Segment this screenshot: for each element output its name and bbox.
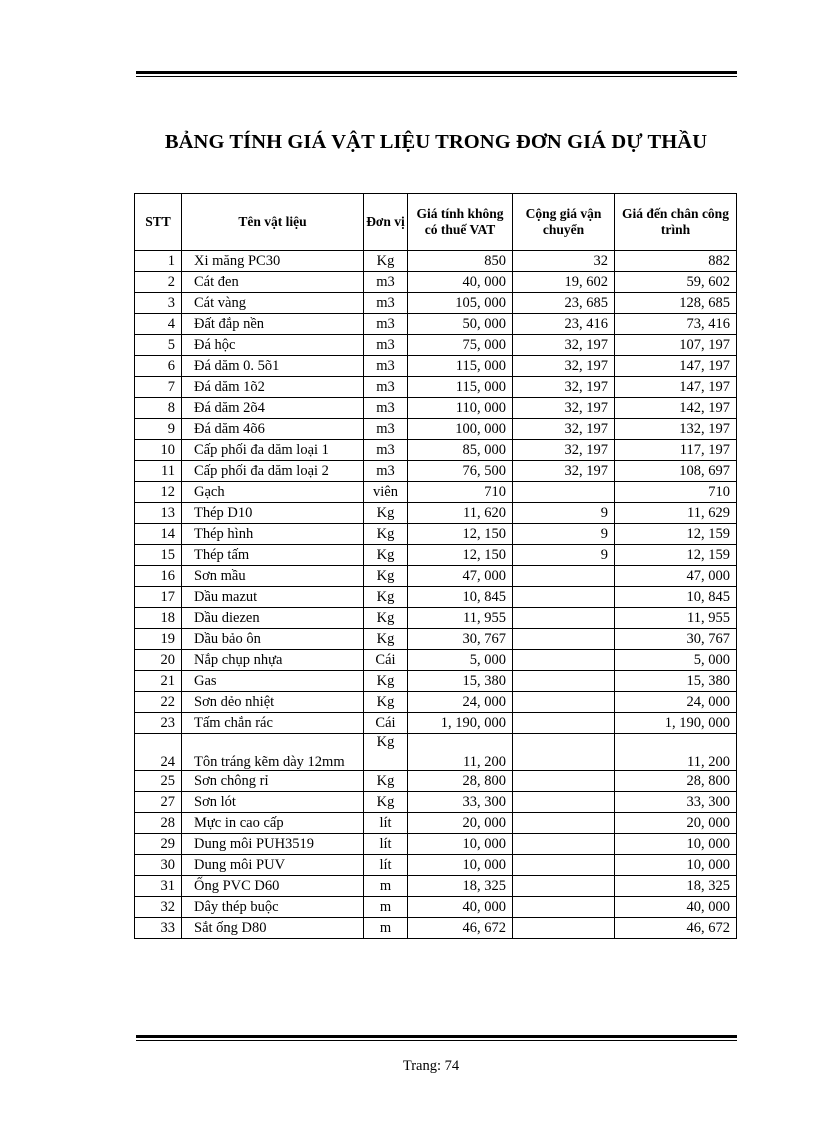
row-site-price: 107, 197: [615, 335, 737, 356]
row-site-price: 47, 000: [615, 566, 737, 587]
row-material-name: Dây thép buộc: [182, 897, 364, 918]
row-transport-cost: [513, 855, 615, 876]
row-price-excl-vat: 24, 000: [408, 692, 513, 713]
table-row: [135, 692, 737, 713]
row-site-price: 710: [615, 482, 737, 503]
header-price-excl-vat: Giá tính không có thuế VAT: [408, 194, 513, 251]
table-row: [135, 356, 737, 377]
row-stt: 20: [135, 650, 182, 671]
row-transport-cost: 32, 197: [513, 419, 615, 440]
row-material-name: Dung môi PUH3519: [182, 834, 364, 855]
page-title: BẢNG TÍNH GIÁ VẬT LIỆU TRONG ĐƠN GIÁ DỰ THẦU: [164, 131, 708, 153]
row-unit: m: [364, 876, 408, 897]
row-site-price: 10, 000: [615, 834, 737, 855]
row-material-name: Cát đen: [182, 272, 364, 293]
row-price-excl-vat: 100, 000: [408, 419, 513, 440]
row-site-price: 30, 767: [615, 629, 737, 650]
table-row: [135, 440, 737, 461]
row-unit: Kg: [364, 792, 408, 813]
row-price-excl-vat: 85, 000: [408, 440, 513, 461]
row-material-name: Sơn chông rỉ: [182, 771, 364, 792]
row-site-price: 18, 325: [615, 876, 737, 897]
row-site-price: 12, 159: [615, 524, 737, 545]
row-price-excl-vat: 10, 000: [408, 855, 513, 876]
row-site-price: 46, 672: [615, 918, 737, 939]
row-transport-cost: 32, 197: [513, 377, 615, 398]
row-unit: viên: [364, 482, 408, 503]
row-transport-cost: [513, 566, 615, 587]
row-unit: m: [364, 897, 408, 918]
row-transport-cost: 23, 416: [513, 314, 615, 335]
row-unit: Kg: [364, 734, 408, 771]
table-row: [135, 293, 737, 314]
row-stt: 5: [135, 335, 182, 356]
row-price-excl-vat: 75, 000: [408, 335, 513, 356]
row-unit: Kg: [364, 566, 408, 587]
row-material-name: Dầu bảo ôn: [182, 629, 364, 650]
row-price-excl-vat: 30, 767: [408, 629, 513, 650]
bottom-divider: [136, 1035, 737, 1041]
row-price-excl-vat: 10, 845: [408, 587, 513, 608]
row-site-price: 882: [615, 251, 737, 272]
row-material-name: Thép D10: [182, 503, 364, 524]
row-transport-cost: 32, 197: [513, 398, 615, 419]
row-material-name: Dầu diezen: [182, 608, 364, 629]
row-material-name: Đá dăm 0. 5õ1: [182, 356, 364, 377]
row-material-name: Sơn lót: [182, 792, 364, 813]
table-row: [135, 876, 737, 897]
row-material-name: Đá hộc: [182, 335, 364, 356]
row-site-price: 147, 197: [615, 377, 737, 398]
row-material-name: Đất đắp nền: [182, 314, 364, 335]
row-stt: 30: [135, 855, 182, 876]
row-unit: Kg: [364, 608, 408, 629]
row-unit: m3: [364, 335, 408, 356]
row-transport-cost: 32, 197: [513, 461, 615, 482]
row-transport-cost: 23, 685: [513, 293, 615, 314]
table-row: [135, 918, 737, 939]
header-stt: STT: [135, 194, 182, 251]
material-price-table-container: [134, 193, 737, 939]
table-row: [135, 461, 737, 482]
row-site-price: 128, 685: [615, 293, 737, 314]
row-unit: m3: [364, 356, 408, 377]
row-transport-cost: [513, 834, 615, 855]
row-stt: 19: [135, 629, 182, 650]
row-unit: m3: [364, 398, 408, 419]
table-header-row: [135, 194, 737, 251]
row-material-name: Thép tấm: [182, 545, 364, 566]
row-stt: 4: [135, 314, 182, 335]
table-row: [135, 251, 737, 272]
row-transport-cost: [513, 918, 615, 939]
row-material-name: Cấp phối đa dăm loại 1: [182, 440, 364, 461]
row-site-price: 59, 602: [615, 272, 737, 293]
table-row: [135, 671, 737, 692]
row-site-price: 5, 000: [615, 650, 737, 671]
row-transport-cost: [513, 713, 615, 734]
row-material-name: Sắt ống D80: [182, 918, 364, 939]
row-unit: Kg: [364, 587, 408, 608]
row-stt: 14: [135, 524, 182, 545]
row-material-name: Dầu mazut: [182, 587, 364, 608]
table-row: [135, 713, 737, 734]
row-unit: m3: [364, 377, 408, 398]
row-site-price: 147, 197: [615, 356, 737, 377]
row-stt: 2: [135, 272, 182, 293]
row-stt: 29: [135, 834, 182, 855]
row-price-excl-vat: 28, 800: [408, 771, 513, 792]
row-price-excl-vat: 12, 150: [408, 545, 513, 566]
row-price-excl-vat: 18, 325: [408, 876, 513, 897]
table-row: [135, 524, 737, 545]
row-price-excl-vat: 50, 000: [408, 314, 513, 335]
table-row: [135, 398, 737, 419]
row-site-price: 132, 197: [615, 419, 737, 440]
row-unit: m3: [364, 272, 408, 293]
row-transport-cost: [513, 587, 615, 608]
row-stt: 8: [135, 398, 182, 419]
table-row: [135, 587, 737, 608]
table-row: [135, 650, 737, 671]
table-row: [135, 629, 737, 650]
row-material-name: Mực in cao cấp: [182, 813, 364, 834]
row-stt: 7: [135, 377, 182, 398]
row-transport-cost: [513, 482, 615, 503]
table-row: [135, 377, 737, 398]
row-price-excl-vat: 15, 380: [408, 671, 513, 692]
row-material-name: Xi măng PC30: [182, 251, 364, 272]
row-stt: 32: [135, 897, 182, 918]
row-material-name: Thép hình: [182, 524, 364, 545]
header-material-name: Tên vật liệu: [182, 194, 364, 251]
row-unit: m3: [364, 293, 408, 314]
row-material-name: Cát vàng: [182, 293, 364, 314]
row-price-excl-vat: 110, 000: [408, 398, 513, 419]
row-transport-cost: [513, 692, 615, 713]
table-row: [135, 503, 737, 524]
row-material-name: Tôn tráng kẽm dày 12mm: [182, 734, 364, 771]
row-site-price: 10, 845: [615, 587, 737, 608]
row-site-price: 142, 197: [615, 398, 737, 419]
row-unit: m3: [364, 419, 408, 440]
row-stt: 18: [135, 608, 182, 629]
row-transport-cost: [513, 608, 615, 629]
row-site-price: 33, 300: [615, 792, 737, 813]
row-site-price: 28, 800: [615, 771, 737, 792]
row-material-name: Cấp phối đa dăm loại 2: [182, 461, 364, 482]
row-unit: lít: [364, 855, 408, 876]
row-price-excl-vat: 33, 300: [408, 792, 513, 813]
row-transport-cost: [513, 876, 615, 897]
table-row: [135, 314, 737, 335]
row-material-name: Tấm chắn rác: [182, 713, 364, 734]
row-site-price: 10, 000: [615, 855, 737, 876]
row-material-name: Đá dăm 4õ6: [182, 419, 364, 440]
table-row: [135, 897, 737, 918]
row-stt: 10: [135, 440, 182, 461]
row-stt: 13: [135, 503, 182, 524]
table-row: [135, 834, 737, 855]
row-stt: 11: [135, 461, 182, 482]
table-row: [135, 482, 737, 503]
table-row: [135, 545, 737, 566]
row-price-excl-vat: 850: [408, 251, 513, 272]
table-row: [135, 734, 737, 771]
row-site-price: 73, 416: [615, 314, 737, 335]
row-unit: lít: [364, 834, 408, 855]
row-price-excl-vat: 40, 000: [408, 272, 513, 293]
row-stt: 27: [135, 792, 182, 813]
row-price-excl-vat: 5, 000: [408, 650, 513, 671]
row-unit: Kg: [364, 545, 408, 566]
row-price-excl-vat: 10, 000: [408, 834, 513, 855]
row-price-excl-vat: 11, 955: [408, 608, 513, 629]
header-unit: Đơn vị: [364, 194, 408, 251]
row-material-name: Đá dăm 2õ4: [182, 398, 364, 419]
header-site-price: Giá đến chân công trình: [615, 194, 737, 251]
row-transport-cost: [513, 792, 615, 813]
row-price-excl-vat: 76, 500: [408, 461, 513, 482]
row-stt: 31: [135, 876, 182, 897]
row-stt: 12: [135, 482, 182, 503]
row-site-price: 20, 000: [615, 813, 737, 834]
row-stt: 23: [135, 713, 182, 734]
table-row: [135, 813, 737, 834]
table-row: [135, 608, 737, 629]
row-transport-cost: 9: [513, 545, 615, 566]
table-row: [135, 771, 737, 792]
row-transport-cost: [513, 650, 615, 671]
row-price-excl-vat: 46, 672: [408, 918, 513, 939]
row-site-price: 11, 200: [615, 734, 737, 771]
row-transport-cost: 9: [513, 524, 615, 545]
table-body: [135, 251, 737, 939]
header-transport-cost: Cộng giá vận chuyển: [513, 194, 615, 251]
table-row: [135, 419, 737, 440]
row-transport-cost: 19, 602: [513, 272, 615, 293]
row-price-excl-vat: 1, 190, 000: [408, 713, 513, 734]
row-material-name: Sơn dẻo nhiệt: [182, 692, 364, 713]
table-row: [135, 335, 737, 356]
row-unit: Kg: [364, 692, 408, 713]
row-stt: 6: [135, 356, 182, 377]
row-stt: 24: [135, 734, 182, 771]
row-unit: m3: [364, 314, 408, 335]
row-unit: Kg: [364, 524, 408, 545]
row-material-name: Dung môi PUV: [182, 855, 364, 876]
row-material-name: Sơn mầu: [182, 566, 364, 587]
row-unit: m: [364, 918, 408, 939]
row-stt: 9: [135, 419, 182, 440]
row-price-excl-vat: 47, 000: [408, 566, 513, 587]
row-price-excl-vat: 115, 000: [408, 356, 513, 377]
row-unit: Kg: [364, 251, 408, 272]
row-transport-cost: 32: [513, 251, 615, 272]
table-row: [135, 855, 737, 876]
material-price-table: [134, 193, 737, 939]
row-material-name: Ống PVC D60: [182, 876, 364, 897]
row-stt: 33: [135, 918, 182, 939]
row-price-excl-vat: 40, 000: [408, 897, 513, 918]
row-transport-cost: [513, 734, 615, 771]
row-stt: 16: [135, 566, 182, 587]
row-unit: Kg: [364, 671, 408, 692]
row-price-excl-vat: 11, 200: [408, 734, 513, 771]
row-transport-cost: 32, 197: [513, 440, 615, 461]
row-site-price: 117, 197: [615, 440, 737, 461]
row-transport-cost: [513, 671, 615, 692]
row-price-excl-vat: 710: [408, 482, 513, 503]
row-stt: 15: [135, 545, 182, 566]
row-material-name: Nắp chụp nhựa: [182, 650, 364, 671]
row-transport-cost: 32, 197: [513, 356, 615, 377]
row-site-price: 11, 629: [615, 503, 737, 524]
row-material-name: Đá dăm 1õ2: [182, 377, 364, 398]
row-material-name: Gas: [182, 671, 364, 692]
row-site-price: 11, 955: [615, 608, 737, 629]
row-stt: 1: [135, 251, 182, 272]
row-transport-cost: [513, 897, 615, 918]
row-site-price: 108, 697: [615, 461, 737, 482]
row-stt: 25: [135, 771, 182, 792]
row-price-excl-vat: 115, 000: [408, 377, 513, 398]
row-site-price: 24, 000: [615, 692, 737, 713]
row-price-excl-vat: 20, 000: [408, 813, 513, 834]
top-divider: [136, 71, 737, 77]
row-unit: Cái: [364, 650, 408, 671]
row-transport-cost: [513, 813, 615, 834]
row-transport-cost: [513, 771, 615, 792]
row-unit: lít: [364, 813, 408, 834]
row-site-price: 15, 380: [615, 671, 737, 692]
row-unit: m3: [364, 461, 408, 482]
row-transport-cost: 32, 197: [513, 335, 615, 356]
row-material-name: Gạch: [182, 482, 364, 503]
row-transport-cost: 9: [513, 503, 615, 524]
row-stt: 22: [135, 692, 182, 713]
row-unit: Kg: [364, 771, 408, 792]
row-stt: 21: [135, 671, 182, 692]
page-number: Trang: 74: [402, 1058, 460, 1074]
row-unit: Kg: [364, 629, 408, 650]
row-stt: 3: [135, 293, 182, 314]
row-site-price: 12, 159: [615, 545, 737, 566]
row-price-excl-vat: 12, 150: [408, 524, 513, 545]
table-row: [135, 566, 737, 587]
row-unit: Kg: [364, 503, 408, 524]
table-row: [135, 792, 737, 813]
row-transport-cost: [513, 629, 615, 650]
row-price-excl-vat: 105, 000: [408, 293, 513, 314]
row-unit: m3: [364, 440, 408, 461]
row-price-excl-vat: 11, 620: [408, 503, 513, 524]
table-row: [135, 272, 737, 293]
row-unit: Cái: [364, 713, 408, 734]
row-stt: 28: [135, 813, 182, 834]
row-site-price: 1, 190, 000: [615, 713, 737, 734]
row-site-price: 40, 000: [615, 897, 737, 918]
row-stt: 17: [135, 587, 182, 608]
